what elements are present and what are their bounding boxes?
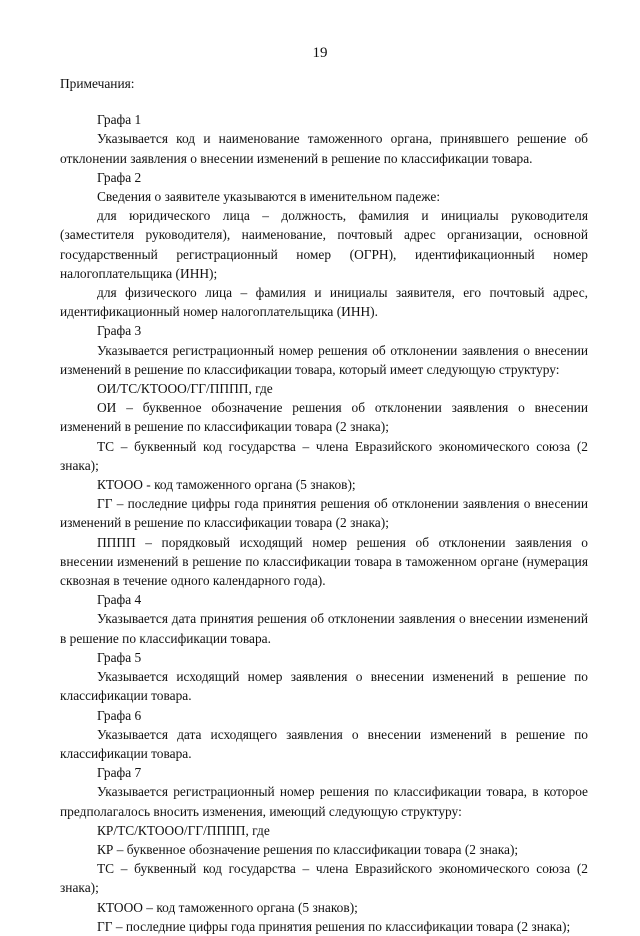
paragraph: Указывается дата исходящего заявления о внесении изменений в решение по классификации товара. xyxy=(60,726,588,761)
paragraph: ГГ – последние цифры года принятия решения об отклонении заявления о внесении изменений в решение по классификации товара (2 знака); xyxy=(60,496,588,531)
number-structure: ОИ/ТС/КТООО/ГГ/ПППП, где xyxy=(97,381,273,397)
paragraph: ТС – буквенный код государства – члена Евразийского экономического союза (2 знака); xyxy=(60,861,588,896)
field-heading: Графа 4 xyxy=(97,592,142,608)
paragraph: для физического лица – фамилия и инициалы заявителя, его почтовый адрес, идентификационный номер налогоплательщика (ИНН). xyxy=(60,285,588,320)
field-heading: Графа 1 xyxy=(97,112,142,128)
field-heading: Графа 2 xyxy=(97,169,142,185)
paragraph: Указывается дата принятия решения об отклонении заявления о внесении изменений в решение по классификации товара. xyxy=(60,611,588,646)
paragraph: ПППП – порядковый исходящий номер решения об отклонении заявления о внесении изменений в решение по классификации товара в таможенном органе (нумерация сквозная в течение одного календарного года). xyxy=(60,534,588,589)
paragraph: Указывается исходящий номер заявления о внесении изменений в решение по классификации товара. xyxy=(60,669,588,704)
paragraph: ТС – буквенный код государства – члена Евразийского экономического союза (2 знака); xyxy=(60,438,588,473)
field-heading: Графа 3 xyxy=(97,323,142,339)
number-structure: КР/ТС/КТООО/ГГ/ПППП, где xyxy=(97,822,270,838)
paragraph: КТООО – код таможенного органа (5 знаков); xyxy=(97,899,358,915)
paragraph: для юридического лица – должность, фамилия и инициалы руководителя (заместителя руководителя), наименование, почтовый адрес организации, основной государственный регистрационный номер (ОГРН), идентификационный номер налогоплательщика (ИНН); xyxy=(60,208,588,281)
paragraph: Указывается код и наименование таможенного органа, принявшего решение об отклонении заявления о внесении изменений в решение по классификации товара. xyxy=(60,131,588,166)
document-body xyxy=(60,74,588,936)
paragraph: КР – буквенное обозначение решения по классификации товара (2 знака); xyxy=(97,841,519,857)
paragraph: ОИ – буквенное обозначение решения об отклонении заявления о внесении изменений в решение по классификации товара (2 знака); xyxy=(60,400,588,435)
page-number: 19 xyxy=(312,45,328,61)
paragraph: ГГ – последние цифры года принятия решения по классификации товара (2 знака); xyxy=(97,918,571,934)
paragraph: Указывается регистрационный номер решения об отклонении заявления о внесении изменений в решение по классификации товара, который имеет следующую структуру: xyxy=(60,342,588,377)
field-heading: Графа 6 xyxy=(97,707,142,723)
field-heading: Графа 7 xyxy=(97,765,142,781)
paragraph: Указывается регистрационный номер решения по классификации товара, в которое предполагалось вносить изменения, имеющий следующую структуру: xyxy=(60,784,588,819)
paragraph: КТООО - код таможенного органа (5 знаков); xyxy=(97,477,356,493)
paragraph: Сведения о заявителе указываются в именительном падеже: xyxy=(97,189,441,205)
notes-title: Примечания: xyxy=(60,76,135,91)
field-heading: Графа 5 xyxy=(97,649,142,665)
